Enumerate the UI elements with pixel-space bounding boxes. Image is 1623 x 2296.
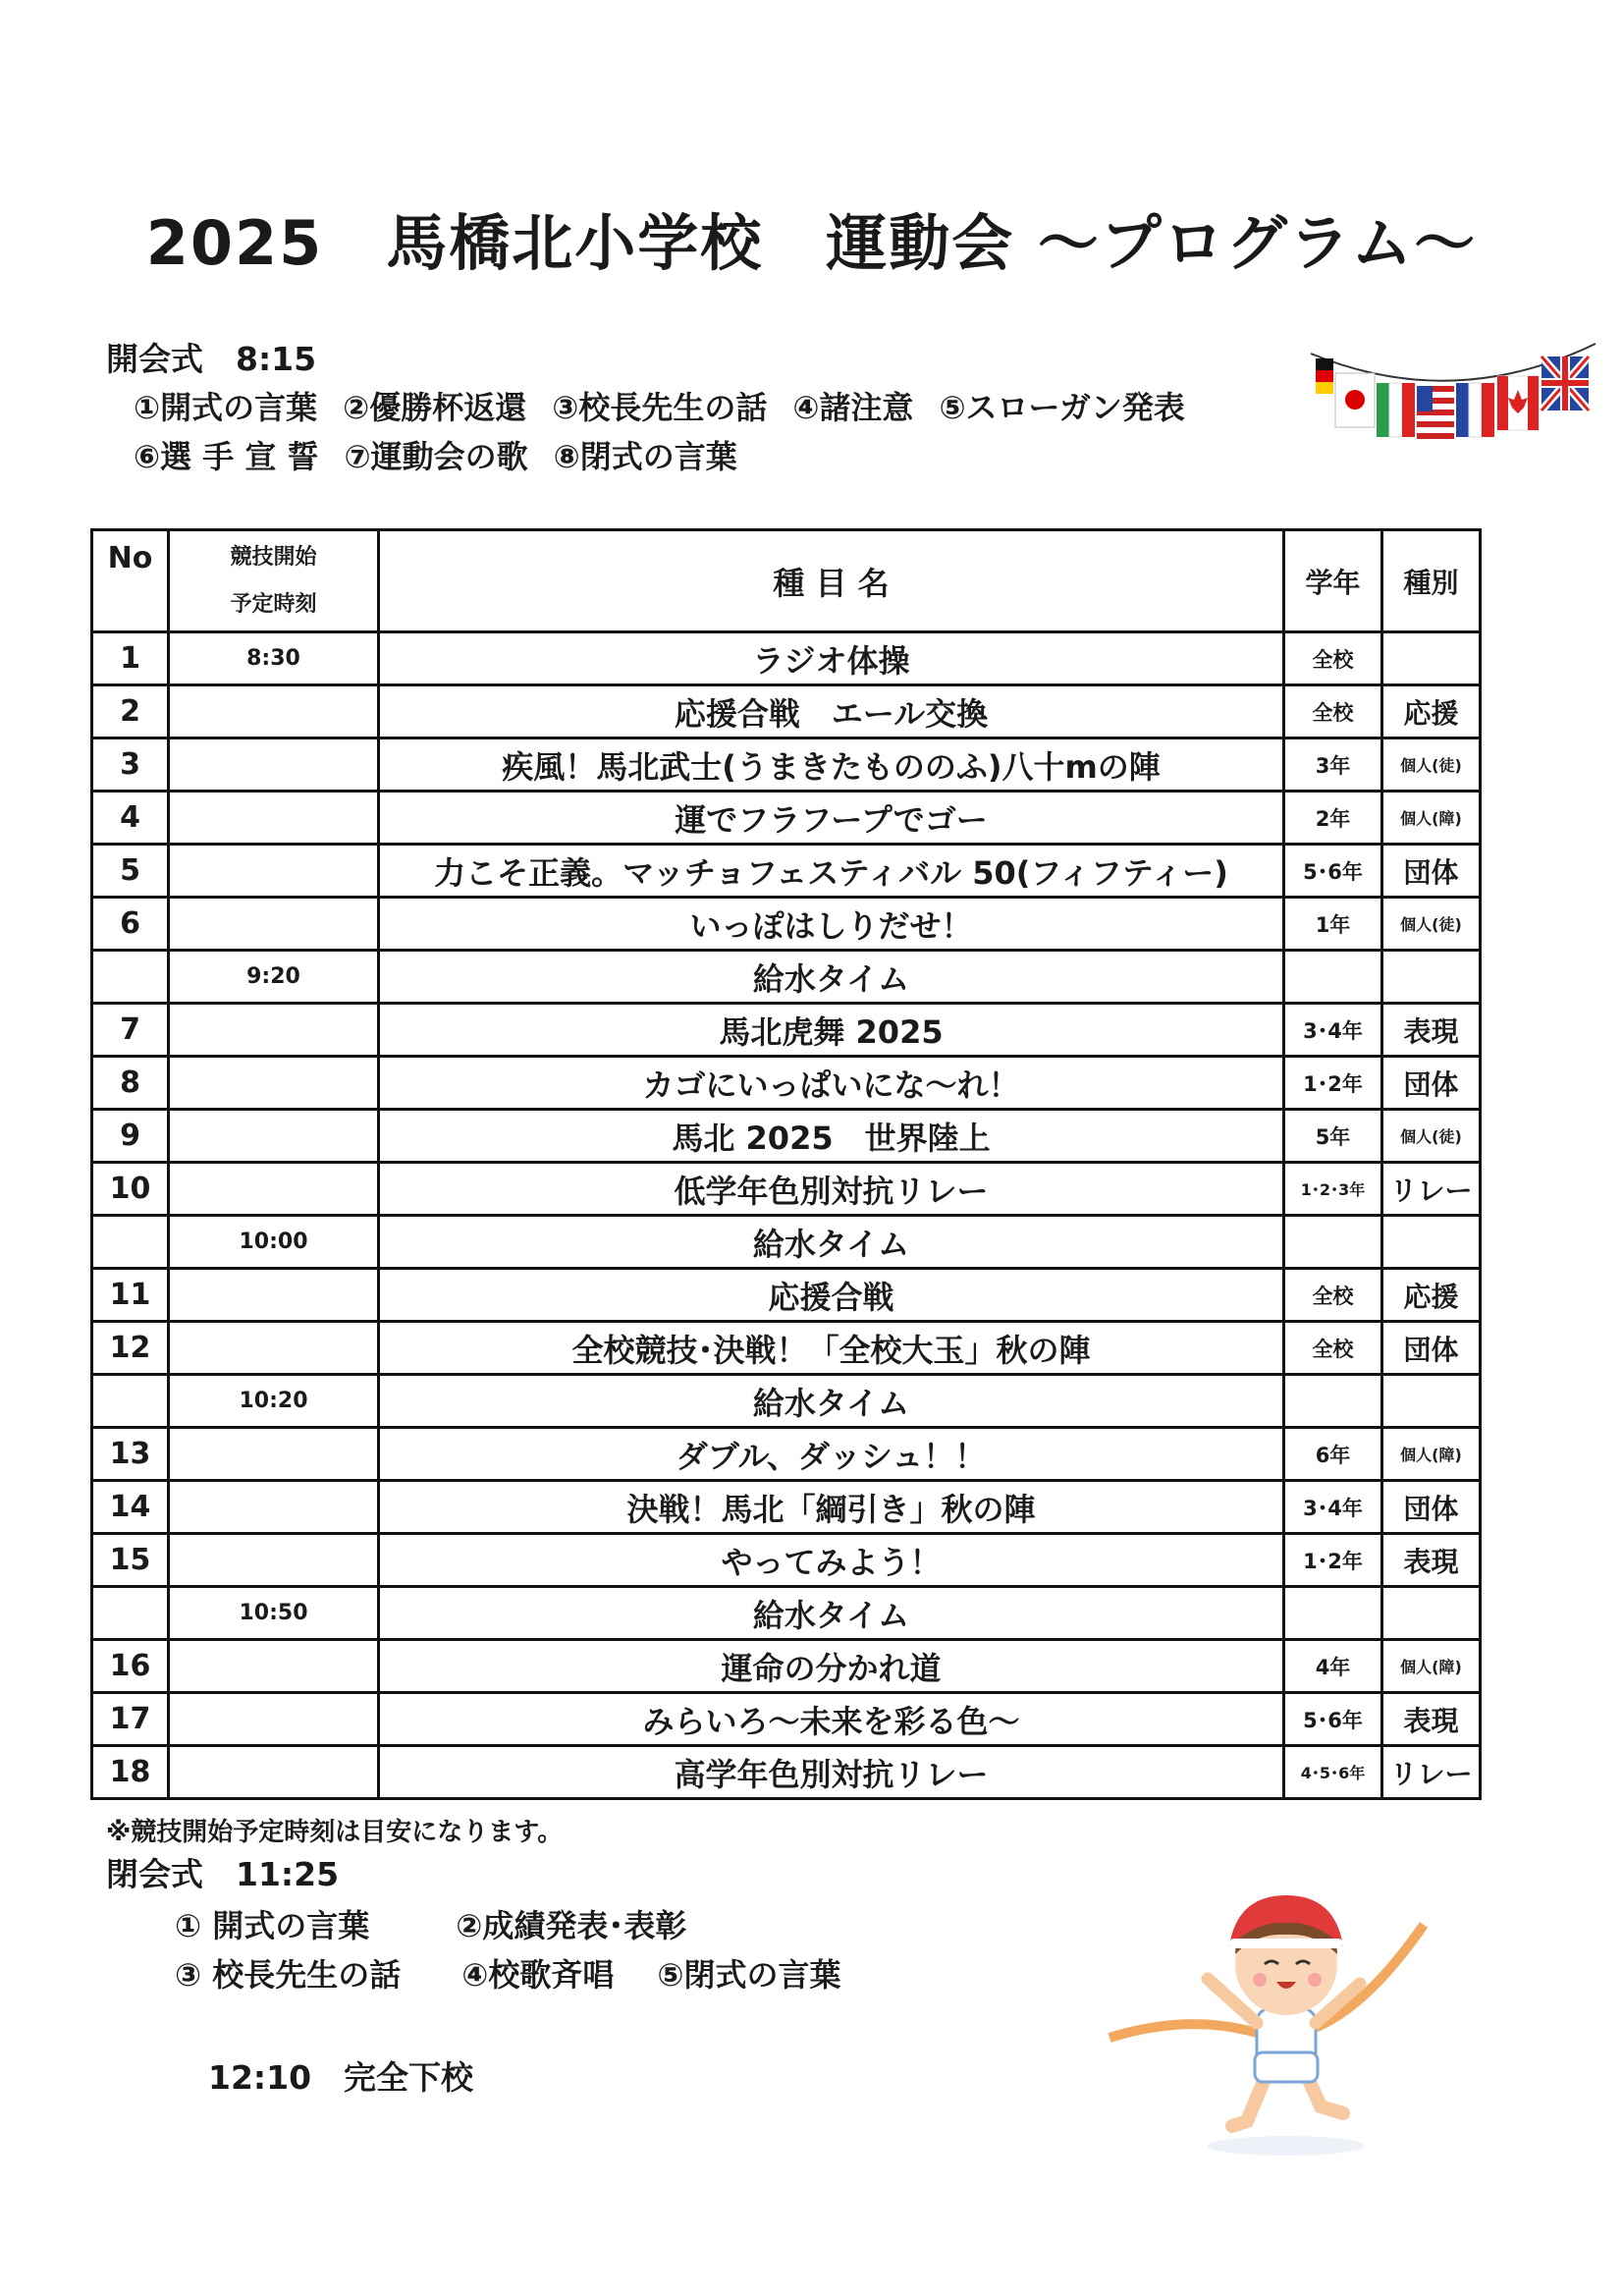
- cell-type: [1382, 1587, 1481, 1640]
- flag-canada-icon: [1497, 376, 1539, 430]
- table-row: [92, 1693, 1481, 1746]
- cell-no: 13: [92, 1428, 169, 1481]
- opening-item: ⑤スローガン発表: [939, 389, 1185, 426]
- flag-france-icon: [1456, 383, 1494, 437]
- cell-event-name: 給水タイム: [379, 1375, 1284, 1428]
- table-row: [92, 1057, 1481, 1110]
- cell-type: 表現: [1382, 1004, 1481, 1057]
- cell-start-time: 10:20: [169, 1375, 379, 1428]
- cell-type: 個人(障): [1382, 1428, 1481, 1481]
- cell-event-name: 決戦！馬北「綱引き」秋の陣: [379, 1481, 1284, 1534]
- cell-event-name: 低学年色別対抗リレー: [379, 1163, 1284, 1216]
- cell-type: 個人(徒): [1382, 898, 1481, 951]
- cell-grade: 4年: [1284, 1640, 1382, 1693]
- table-row: [92, 845, 1481, 898]
- cell-start-time: 10:50: [169, 1587, 379, 1640]
- cell-event-name: いっぽはしりだせ！: [379, 898, 1284, 951]
- page-title: 2025 馬橋北小学校 運動会 ～プログラム～: [145, 207, 1478, 279]
- table-row: [92, 1640, 1481, 1693]
- cell-type: 団体: [1382, 1057, 1481, 1110]
- cell-grade: 5･6年: [1284, 1693, 1382, 1746]
- cell-type: [1382, 1216, 1481, 1269]
- cell-no: 4: [92, 792, 169, 845]
- header-start-time-line1: 競技開始: [230, 544, 317, 570]
- flags-garland-illustration: [1306, 339, 1600, 476]
- cell-start-time: [169, 1693, 379, 1746]
- cell-no: [92, 1216, 169, 1269]
- table-row: [92, 1534, 1481, 1587]
- cell-type: 個人(障): [1382, 792, 1481, 845]
- cell-start-time: [169, 898, 379, 951]
- dismissal-time: 12:10 完全下校: [208, 2058, 474, 2097]
- cell-start-time: [169, 845, 379, 898]
- cell-event-name: 馬北 2025 世界陸上: [379, 1110, 1284, 1163]
- cell-start-time: [169, 1746, 379, 1799]
- table-row: [92, 1269, 1481, 1322]
- cell-grade: 全校: [1284, 632, 1382, 685]
- cell-no: 16: [92, 1640, 169, 1693]
- cell-start-time: [169, 1481, 379, 1534]
- cell-type: 表現: [1382, 1693, 1481, 1746]
- cell-type: [1382, 1375, 1481, 1428]
- opening-item: ②優勝杯返還: [343, 389, 527, 426]
- header-event-name: 種 目 名: [379, 530, 1284, 632]
- cell-grade: 1･2･3年: [1284, 1163, 1382, 1216]
- opening-items-row2: [134, 432, 763, 477]
- program-table: [90, 528, 1482, 1800]
- header-start-time: [169, 530, 379, 632]
- cell-type: リレー: [1382, 1163, 1481, 1216]
- cell-type: 個人(徒): [1382, 1110, 1481, 1163]
- cell-event-name: 運でフラフープでゴー: [379, 792, 1284, 845]
- cell-type: 団体: [1382, 845, 1481, 898]
- header-no: No: [92, 530, 169, 632]
- table-row: [92, 951, 1481, 1004]
- cell-start-time: [169, 1322, 379, 1375]
- cell-no: 14: [92, 1481, 169, 1534]
- cell-type: 団体: [1382, 1481, 1481, 1534]
- opening-item: ①開式の言葉: [134, 389, 318, 426]
- cell-start-time: 8:30: [169, 632, 379, 685]
- cell-start-time: [169, 792, 379, 845]
- running-child-illustration: [1100, 1886, 1463, 2160]
- cell-no: 6: [92, 898, 169, 951]
- table-header-row: [92, 530, 1481, 632]
- header-type: 種別: [1382, 530, 1481, 632]
- cell-event-name: 運命の分かれ道: [379, 1640, 1284, 1693]
- closing-item: ④校歌斉唱: [461, 1956, 615, 1994]
- table-row: [92, 738, 1481, 792]
- cell-no: [92, 1587, 169, 1640]
- cell-event-name: 疾風！馬北武士(うまきたもののふ)八十mの陣: [379, 738, 1284, 792]
- closing-item: ③ 校長先生の話: [175, 1956, 402, 1994]
- flag-italy-icon: [1377, 383, 1415, 437]
- cell-grade: 3年: [1284, 738, 1382, 792]
- cell-no: 1: [92, 632, 169, 685]
- cell-type: 応援: [1382, 1269, 1481, 1322]
- cell-grade: [1284, 1216, 1382, 1269]
- cell-grade: 5年: [1284, 1110, 1382, 1163]
- cell-no: [92, 1375, 169, 1428]
- table-row: [92, 1322, 1481, 1375]
- opening-ceremony-heading: 開会式 8:15: [106, 340, 317, 378]
- cell-event-name: 給水タイム: [379, 951, 1284, 1004]
- table-row: [92, 632, 1481, 685]
- closing-items-row2: [175, 1950, 866, 1995]
- table-row: [92, 685, 1481, 738]
- cell-type: リレー: [1382, 1746, 1481, 1799]
- cell-grade: 5･6年: [1284, 845, 1382, 898]
- time-note: ※競技開始予定時刻は目安になります。: [106, 1818, 564, 1847]
- cell-start-time: [169, 1534, 379, 1587]
- opening-items-row1: [134, 383, 1211, 428]
- cell-grade: 3･4年: [1284, 1481, 1382, 1534]
- cell-grade: [1284, 1587, 1382, 1640]
- cell-event-name: 全校競技･決戦！「全校大玉」秋の陣: [379, 1322, 1284, 1375]
- cell-type: 応援: [1382, 685, 1481, 738]
- cell-grade: 1･2年: [1284, 1057, 1382, 1110]
- opening-item: ⑥選 手 宣 誓: [134, 438, 319, 475]
- cell-grade: 1･2年: [1284, 1534, 1382, 1587]
- cell-type: 団体: [1382, 1322, 1481, 1375]
- table-row: [92, 1746, 1481, 1799]
- cell-start-time: 10:00: [169, 1216, 379, 1269]
- cell-event-name: 給水タイム: [379, 1216, 1284, 1269]
- cell-no: 17: [92, 1693, 169, 1746]
- cell-grade: 全校: [1284, 1322, 1382, 1375]
- cell-event-name: 力こそ正義。マッチョフェスティバル 50(フィフティー): [379, 845, 1284, 898]
- table-row: [92, 1163, 1481, 1216]
- cell-event-name: ラジオ体操: [379, 632, 1284, 685]
- cell-start-time: [169, 1110, 379, 1163]
- cell-grade: [1284, 951, 1382, 1004]
- header-grade: 学年: [1284, 530, 1382, 632]
- cell-start-time: 9:20: [169, 951, 379, 1004]
- cell-type: 個人(障): [1382, 1640, 1481, 1693]
- cell-type: 個人(徒): [1382, 738, 1481, 792]
- opening-item: ⑦運動会の歌: [344, 438, 528, 475]
- cell-grade: 全校: [1284, 1269, 1382, 1322]
- flag-japan-icon: [1335, 373, 1375, 427]
- table-row: [92, 792, 1481, 845]
- cell-no: 11: [92, 1269, 169, 1322]
- table-row: [92, 1375, 1481, 1428]
- cell-event-name: 馬北虎舞 2025: [379, 1004, 1284, 1057]
- flag-germany-icon: [1316, 358, 1333, 394]
- table-row: [92, 1216, 1481, 1269]
- cell-no: 10: [92, 1163, 169, 1216]
- cell-event-name: 応援合戦 エール交換: [379, 685, 1284, 738]
- closing-item: ① 開式の言葉: [175, 1907, 370, 1944]
- flag-uk-icon: [1542, 356, 1589, 410]
- cell-event-name: 応援合戦: [379, 1269, 1284, 1322]
- table-row: [92, 1110, 1481, 1163]
- cell-event-name: 給水タイム: [379, 1587, 1284, 1640]
- cell-no: 3: [92, 738, 169, 792]
- cell-no: 7: [92, 1004, 169, 1057]
- cell-event-name: 高学年色別対抗リレー: [379, 1746, 1284, 1799]
- opening-item: ③校長先生の話: [552, 389, 768, 426]
- closing-item: ⑤閉式の言葉: [657, 1956, 841, 1994]
- cell-start-time: [169, 1269, 379, 1322]
- cell-grade: [1284, 1375, 1382, 1428]
- cell-no: 18: [92, 1746, 169, 1799]
- table-row: [92, 1004, 1481, 1057]
- cell-start-time: [169, 1640, 379, 1693]
- flag-usa-icon: [1417, 386, 1454, 440]
- table-row: [92, 1428, 1481, 1481]
- cell-no: 12: [92, 1322, 169, 1375]
- cell-type: 表現: [1382, 1534, 1481, 1587]
- cell-grade: 4･5･6年: [1284, 1746, 1382, 1799]
- cell-grade: 2年: [1284, 792, 1382, 845]
- cell-no: 5: [92, 845, 169, 898]
- cell-start-time: [169, 1163, 379, 1216]
- table-row: [92, 1587, 1481, 1640]
- cell-start-time: [169, 685, 379, 738]
- cell-type: [1382, 632, 1481, 685]
- cell-no: [92, 951, 169, 1004]
- closing-item: ②成績発表･表彰: [456, 1907, 687, 1944]
- cell-event-name: みらいろ～未来を彩る色～: [379, 1693, 1284, 1746]
- cell-no: 2: [92, 685, 169, 738]
- cell-start-time: [169, 738, 379, 792]
- cell-grade: 1年: [1284, 898, 1382, 951]
- cell-start-time: [169, 1428, 379, 1481]
- cell-start-time: [169, 1004, 379, 1057]
- table-row: [92, 898, 1481, 951]
- cell-type: [1382, 951, 1481, 1004]
- cell-no: 8: [92, 1057, 169, 1110]
- closing-items-row1: [175, 1901, 712, 1946]
- opening-item: ④諸注意: [792, 389, 914, 426]
- cell-event-name: カゴにいっぱいにな～れ！: [379, 1057, 1284, 1110]
- cell-grade: 6年: [1284, 1428, 1382, 1481]
- table-row: [92, 1481, 1481, 1534]
- cell-event-name: ダブル、ダッシュ！！: [379, 1428, 1284, 1481]
- cell-no: 9: [92, 1110, 169, 1163]
- cell-grade: 全校: [1284, 685, 1382, 738]
- cell-grade: 3･4年: [1284, 1004, 1382, 1057]
- closing-ceremony-heading: 閉会式 11:25: [106, 1855, 340, 1893]
- cell-event-name: やってみよう！: [379, 1534, 1284, 1587]
- cell-start-time: [169, 1057, 379, 1110]
- cell-no: 15: [92, 1534, 169, 1587]
- header-start-time-line2: 予定時刻: [230, 591, 317, 617]
- opening-item: ⑧閉式の言葉: [553, 438, 737, 475]
